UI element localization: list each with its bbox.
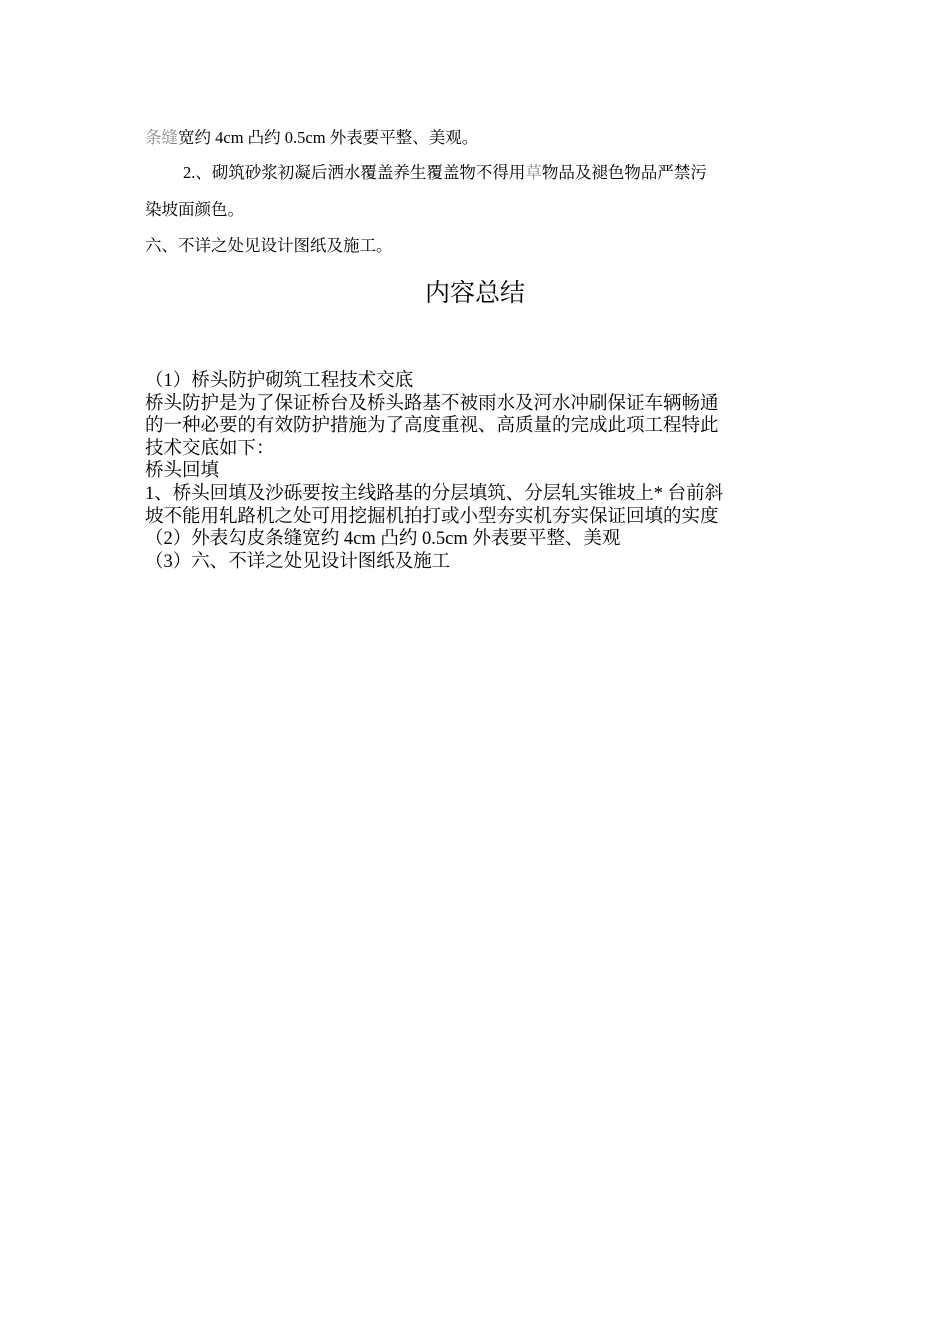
text-span: 2.、砌筑砂浆初凝后洒水覆盖养生覆盖物不得用 <box>183 163 526 182</box>
summary-line: （3）六、不详之处见设计图纸及施工 <box>145 551 451 572</box>
summary-heading: 内容总结 <box>424 280 525 307</box>
summary-line: 1、桥头回填及沙砾要按主线路基的分层填筑、分层轧实锥坡上* 台前斜 <box>145 483 724 504</box>
summary-line: 桥头回填 <box>145 461 220 482</box>
text-span: 物品及褪色物品严禁污 <box>541 163 707 182</box>
summary-line: （1）桥头防护砌筑工程技术交底 <box>145 371 414 391</box>
text-line-4: 六、不详之处见设计图纸及施工。 <box>145 236 393 255</box>
text-line-1 <box>145 128 478 148</box>
summary-body <box>145 370 815 573</box>
text-line-3: 染坡面颜色。 <box>145 200 244 219</box>
summary-line: 技术交底如下： <box>145 438 275 459</box>
text-span: 宽约 4cm 凸约 0.5cm 外表要平整、美观。 <box>178 128 479 147</box>
highlight-text: 草 <box>525 163 542 182</box>
summary-line: 桥头防护是为了保证桥台及桥头路基不被雨水及河水冲刷保证车辆畅通 <box>145 393 719 414</box>
text-line-2 <box>183 163 707 183</box>
summary-line: 的一种必要的有效防护措施为了高度重视、高质量的完成此项工程特此 <box>145 416 719 437</box>
highlight-text: 条缝 <box>145 128 178 147</box>
summary-line: 坡不能用轧路机之处可用挖掘机拍打或小型夯实机夯实保证回填的实度 <box>145 506 719 527</box>
summary-line: （2）外表勾皮条缝宽约 4cm 凸约 0.5cm 外表要平整、美观 <box>145 529 621 550</box>
